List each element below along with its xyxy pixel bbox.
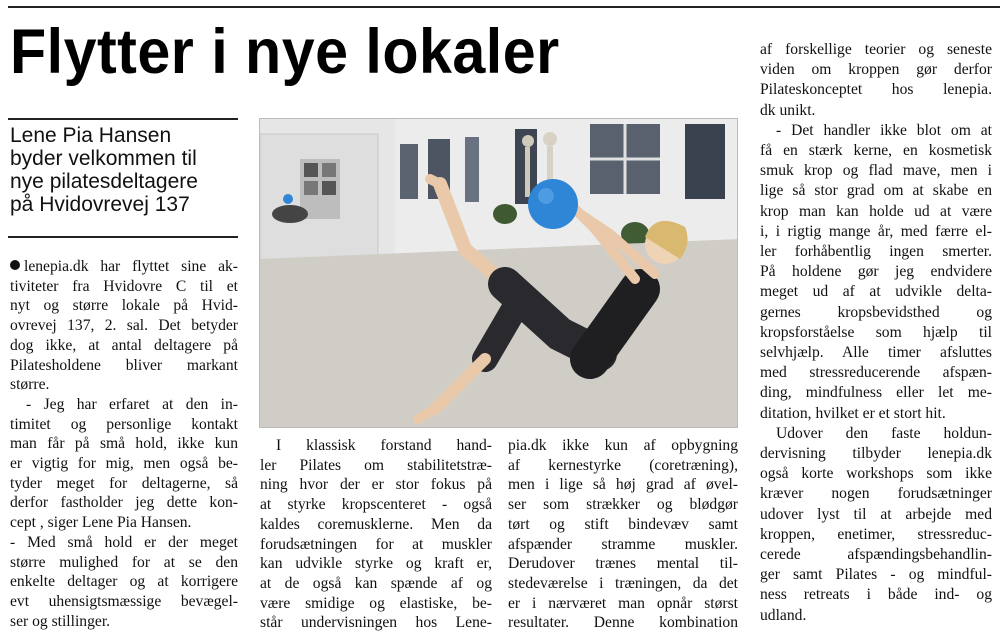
column-1-line: - Jeg har erfaret at den in- bbox=[26, 395, 238, 413]
column-1-line: er vigtig for mig, men også be- bbox=[10, 455, 238, 473]
column-1-line: tiviteter fra Hvidovre C til et bbox=[10, 277, 238, 295]
subheadline-line: nye pilatesdeltagere bbox=[10, 170, 198, 193]
column-4-line: gernes kropsbevidsthed og bbox=[760, 303, 992, 321]
subheadline-line: byder velkommen til bbox=[10, 147, 197, 170]
bullet-icon bbox=[10, 260, 20, 270]
article-column-2 bbox=[260, 436, 492, 633]
column-2-line: at de også kan spænde af og bbox=[260, 574, 492, 592]
column-2-line: kaldes coremusklerne. Men da bbox=[260, 515, 492, 533]
column-3-line: pia.dk ikke kun af opbygning bbox=[508, 437, 738, 454]
column-1-line: cept , siger Lene Pia Hansen. bbox=[10, 514, 192, 532]
column-2-line: ning hvor der er stor fokus på bbox=[260, 476, 492, 494]
column-4-line: Udover den faste holdun- bbox=[776, 424, 992, 442]
column-1-line: ovrevej 137, 2. sal. Det betyder bbox=[10, 317, 238, 335]
column-4-line: ditation, hvilket er et stort hit. bbox=[760, 404, 946, 422]
column-4-line: i, i rigtig mange år, med færre el- bbox=[760, 222, 992, 240]
column-2-line: ler Pilates om stabilitetstræ- bbox=[260, 456, 492, 474]
column-2-line: at styrke kropscenteret - også bbox=[260, 496, 492, 514]
column-3-line: af kernestyrke (coretræning), bbox=[508, 456, 738, 474]
column-4-line: med stressreducerende afspæn- bbox=[760, 364, 992, 382]
column-1-line: enkelte deltager og at korrigere bbox=[10, 573, 238, 591]
column-4-line: lige så stor grad om at skabe en bbox=[760, 182, 992, 200]
subheadline-rule-top bbox=[8, 118, 238, 120]
subheadline bbox=[10, 124, 242, 216]
column-4-line: På holdene gør jeg endvidere bbox=[760, 263, 992, 281]
column-4-line: kræver nogen forudsætninger bbox=[760, 485, 992, 503]
column-1-line: større mulighed for at se den bbox=[10, 553, 238, 571]
column-3-line: resultater. Denne kombination bbox=[508, 614, 738, 632]
subheadline-rule-bottom bbox=[8, 236, 238, 238]
column-4-line: udover lyst til at arbejde med bbox=[760, 505, 992, 523]
article-photo bbox=[259, 118, 738, 428]
column-4-line: smuk krop og flad mave, men i bbox=[760, 162, 992, 180]
column-4-line: af forskellige teorier og seneste bbox=[760, 41, 992, 58]
column-1-line: dog ikke, at antal deltagere på bbox=[10, 336, 238, 354]
column-4-line: også korte workshops som ikke bbox=[760, 465, 992, 483]
column-3-line: tørt og stift bindevæv samt bbox=[508, 515, 738, 533]
top-rule bbox=[8, 6, 1000, 8]
column-2-line: være smidige og elastiske, be- bbox=[260, 594, 492, 612]
column-1-line: ser og stillinger. bbox=[10, 612, 111, 630]
article-column-4 bbox=[760, 40, 992, 626]
subheadline-line: på Hvidovrevej 137 bbox=[10, 193, 190, 216]
column-4-line: dervisning tilbyder lenepia.dk bbox=[760, 445, 992, 463]
column-1-line-0 bbox=[10, 257, 238, 277]
column-4-line: kropsforståelse som hjælp til bbox=[760, 323, 992, 341]
column-4-line: ler forhåbentlig ingen smerter. bbox=[760, 243, 992, 261]
column-4-line: udland. bbox=[760, 606, 807, 624]
column-4-line: meget ud af at udvikle delta- bbox=[760, 283, 992, 301]
pilates-photo-illustration bbox=[260, 119, 738, 428]
column-3-line: ser som strækker og blødgør bbox=[508, 496, 738, 514]
column-1-text: lenepia.dk har flyttet sine ak- bbox=[24, 258, 238, 275]
column-3-line: men i lige så høj grad af øvel- bbox=[508, 476, 738, 494]
column-4-line: - Det handler ikke blot om at bbox=[776, 121, 992, 139]
column-4-line: dk unikt. bbox=[760, 101, 816, 119]
headline: Flytter i nye lokaler bbox=[10, 17, 560, 87]
column-4-line: ding, mindfulness eller let me- bbox=[760, 384, 992, 402]
article-column-3 bbox=[508, 436, 738, 633]
column-4-line: ness retreats i både ind- og bbox=[760, 586, 992, 604]
column-4-line: Pilateskonceptet hos lenepia. bbox=[760, 81, 992, 99]
column-1-line: Pilatesholdene bliver markant bbox=[10, 356, 238, 374]
column-2-line: I klassisk forstand hand- bbox=[276, 437, 492, 454]
column-4-line: ger samt Pilates - og mindful- bbox=[760, 566, 992, 584]
column-4-line: krop man kan holde ud at være bbox=[760, 202, 992, 220]
column-1-line: nyt og større lokale på Hvid- bbox=[10, 297, 238, 315]
column-2-line: forudsætningen for at muskler bbox=[260, 535, 492, 553]
column-1-line: evt uhensigtsmæssige bevægel- bbox=[10, 592, 238, 610]
column-4-line: kroppen, enetimer, stressreduc- bbox=[760, 525, 992, 543]
article-column-1 bbox=[10, 257, 238, 631]
column-3-line: er i nærværet man opnår størst bbox=[508, 594, 738, 612]
column-1-line: timitet og personlige kontakt bbox=[10, 415, 238, 433]
column-2-line: står undervisningen hos Lene- bbox=[260, 614, 492, 632]
column-4-line: selvhjælp. Alle timer afsluttes bbox=[760, 344, 992, 362]
column-4-line: cerede afspændingsbehandlin- bbox=[760, 546, 992, 564]
column-3-line: stedeværelse i træningen, da det bbox=[508, 574, 738, 592]
column-1-line: derfor fastholder jeg dette kon- bbox=[10, 494, 238, 512]
column-2-line: kan udvikle styrke og kraft er, bbox=[260, 555, 492, 573]
column-1-line: man får på små hold, ikke kun bbox=[10, 435, 238, 453]
column-1-line: - Med små hold er der meget bbox=[10, 533, 238, 551]
column-3-line: Derudover trænes mental til- bbox=[508, 555, 738, 573]
column-4-line: viden om kroppen gør derfor bbox=[760, 61, 992, 79]
column-3-line: afspænder stramme muskler. bbox=[508, 535, 738, 553]
subheadline-line: Lene Pia Hansen bbox=[10, 124, 172, 147]
column-1-line: større. bbox=[10, 376, 50, 394]
column-1-line: tyder meget for deltagerne, så bbox=[10, 474, 238, 492]
column-4-line: få en stærk kerne, en kosmetisk bbox=[760, 142, 992, 160]
